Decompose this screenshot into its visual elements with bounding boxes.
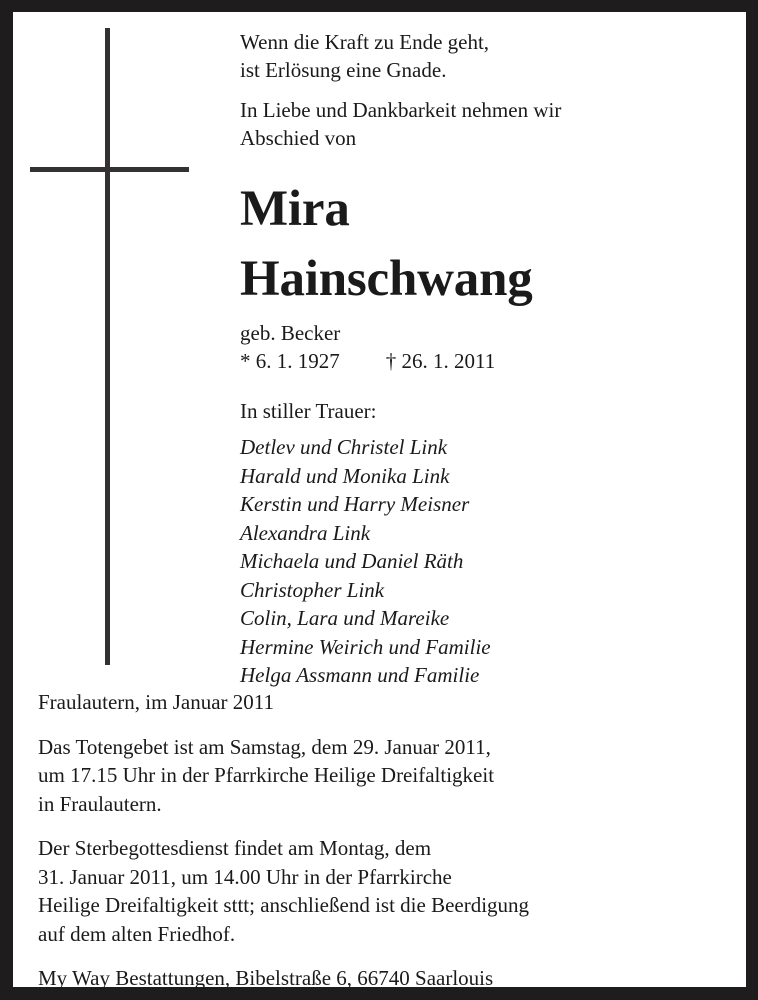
deceased-first-name: Mira bbox=[240, 181, 350, 237]
list-item: Helga Assmann und Familie bbox=[240, 663, 480, 687]
obituary-notice-sheet bbox=[13, 12, 746, 990]
deceased-last-name: Hainschwang bbox=[240, 251, 533, 307]
cross-horizontal-bar bbox=[30, 167, 189, 172]
memorial-verse-line-1: Wenn die Kraft zu Ende geht, bbox=[240, 30, 490, 54]
list-item: Colin, Lara und Mareike bbox=[240, 606, 450, 630]
memorial-verse bbox=[240, 28, 710, 84]
birth-date: * 6. 1. 1927 bbox=[240, 349, 340, 373]
death-date: † 26. 1. 2011 bbox=[385, 349, 496, 373]
latin-cross-icon bbox=[13, 12, 243, 672]
funeral-home-credit: My Way Bestattungen, Bibelstraße 6, 66740 Saarlouis bbox=[38, 966, 494, 990]
obituary-lower-block bbox=[38, 688, 728, 993]
life-dates bbox=[240, 347, 710, 375]
funeral-service-line-2: 31. Januar 2011, um 14.00 Uhr in der Pfarrkirche bbox=[38, 864, 452, 889]
place-and-date: Fraulautern, im Januar 2011 bbox=[38, 690, 274, 714]
funeral-service-details bbox=[38, 834, 728, 948]
cross-vertical-bar bbox=[105, 28, 110, 665]
prayer-service-line-2: um 17.15 Uhr in der Pfarrkirche Heilige Dreifaltigkeit bbox=[38, 763, 495, 787]
farewell-intro bbox=[240, 96, 710, 152]
list-item: Hermine Weirich und Familie bbox=[240, 634, 491, 659]
funeral-service-line-1: Der Sterbegottesdienst findet am Montag, dem bbox=[38, 836, 432, 860]
obituary-upper-column bbox=[240, 28, 710, 690]
funeral-service-line-3: Heilige Dreifaltigkeit sttt; anschließend ist die Beerdigung bbox=[38, 893, 530, 917]
funeral-service-line-4: auf dem alten Friedhof. bbox=[38, 921, 236, 946]
prayer-service-line-1: Das Totengebet ist am Samstag, dem 29. Januar 2011, bbox=[38, 734, 491, 759]
memorial-verse-line-2: ist Erlösung eine Gnade. bbox=[240, 58, 447, 82]
farewell-intro-line-2: Abschied von bbox=[240, 126, 357, 150]
mourner-list bbox=[240, 433, 710, 690]
farewell-intro-line-1: In Liebe und Dankbarkeit nehmen wir bbox=[240, 98, 562, 122]
prayer-service-details bbox=[38, 733, 728, 819]
list-item: Detlev und Christel Link bbox=[240, 435, 448, 459]
list-item: Michaela und Daniel Räth bbox=[240, 549, 464, 573]
list-item: Alexandra Link bbox=[240, 520, 371, 545]
list-item: Christopher Link bbox=[240, 577, 385, 602]
deceased-name bbox=[240, 174, 710, 314]
deceased-maiden-name: geb. Becker bbox=[240, 321, 341, 345]
list-item: Kerstin und Harry Meisner bbox=[240, 492, 470, 516]
list-item: Harald und Monika Link bbox=[240, 463, 450, 488]
prayer-service-line-3: in Fraulautern. bbox=[38, 791, 162, 816]
mourning-label: In stiller Trauer: bbox=[240, 399, 377, 423]
